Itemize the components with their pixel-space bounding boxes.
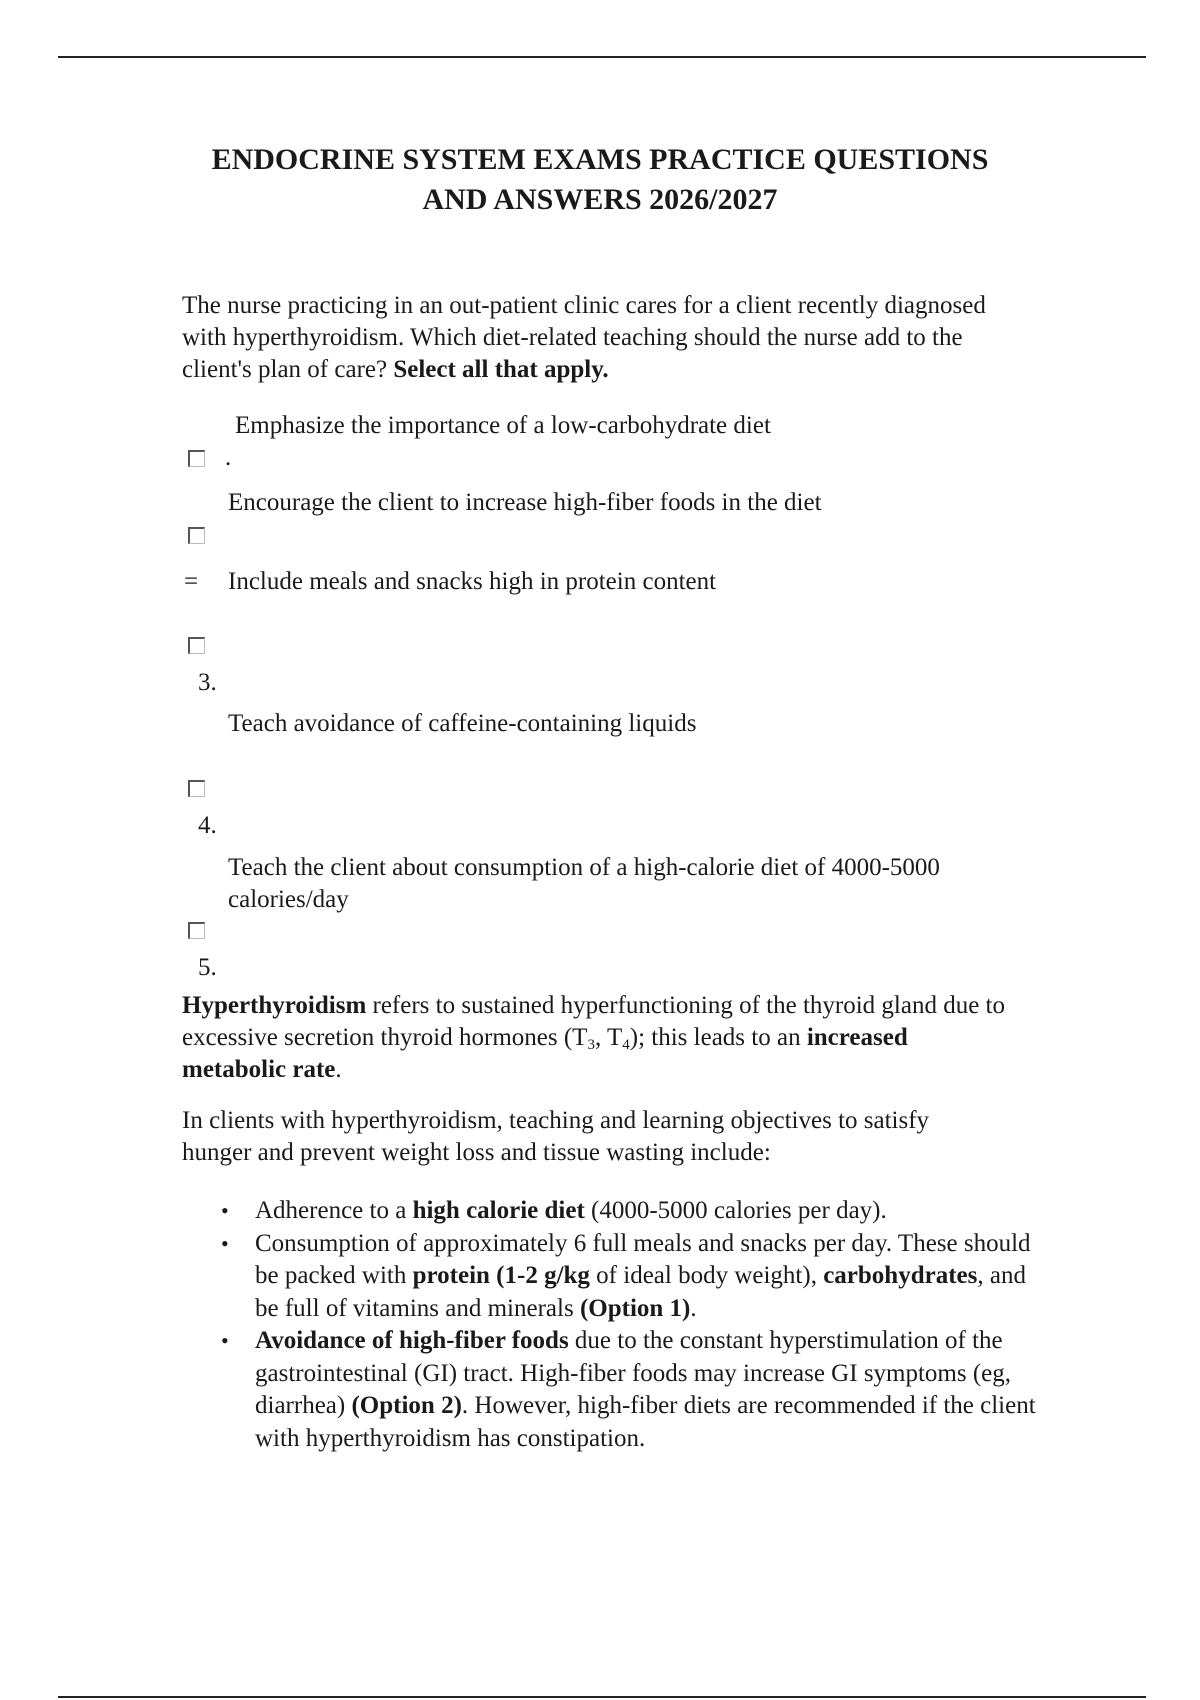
b2-carbohydrates: carbohydrates <box>823 1262 978 1289</box>
option-2-label: Encourage the client to increase high-fiber foods in the diet <box>228 489 822 516</box>
b3-mid-1: due to the constant hyperstimulation of the gastrointestinal (GI) tract. High-fiber foods may increase GI symptoms (eg, diarrhea) <box>255 1327 1012 1419</box>
b2-mid-2: , and be full of vitamins and minerals <box>255 1262 1026 1322</box>
b3-option-2: (Option 2) <box>351 1392 462 1419</box>
option-5-label: Teach the client about consumption of a high-calorie diet of 4000-5000 calories/day <box>228 854 940 913</box>
option-1-checkbox[interactable] <box>188 450 205 467</box>
option-4-checkbox[interactable] <box>188 780 205 797</box>
title-line-1: ENDOCRINE SYSTEM EXAMS PRACTICE QUESTIONS <box>211 143 989 176</box>
t3-subscript: 3 <box>587 1037 595 1053</box>
option-3-label: Include meals and snacks high in protein content <box>228 568 717 595</box>
option-1-marker: . <box>225 444 232 471</box>
option-3-marker: = <box>184 568 199 595</box>
explanation-paragraph-1 <box>182 990 1012 1086</box>
bullet-high-calorie-diet <box>255 1195 1045 1228</box>
b1-post: (4000-5000 calories per day). <box>584 1197 887 1224</box>
increased-metabolic-rate: increased metabolic rate <box>182 1024 908 1083</box>
explanation-paragraph-2: In clients with hyperthyroidism, teaching and learning objectives to satisfy hunger and prevent weight loss and tissue wasting include: <box>182 1107 930 1166</box>
bullet-meals-and-snacks <box>255 1228 1045 1326</box>
b2-option-1: (Option 1) <box>579 1294 691 1322</box>
b3-end: . However, high-fiber diets are recommended if the client with hyperthyroidism has constipation. <box>255 1392 1036 1452</box>
option-5-checkbox[interactable] <box>188 922 205 939</box>
b1-bold: high calorie diet <box>412 1197 585 1224</box>
b3-avoidance: Avoidance of high-fiber foods <box>255 1327 569 1354</box>
bottom-rule <box>58 1696 1146 1698</box>
document-title <box>150 140 1050 220</box>
top-rule <box>58 56 1146 58</box>
question-stem-text: The nurse practicing in an out-patient clinic cares for a client recently diagnosed with hyperthyroidism. Which diet-related teaching should the nurse add to the client's plan of care? <box>182 292 986 383</box>
p1-end: . <box>335 1056 342 1083</box>
teaching-objectives-list <box>220 1195 1045 1455</box>
b2-end: . <box>690 1294 697 1322</box>
option-2-checkbox[interactable] <box>188 527 205 544</box>
bullet-avoid-high-fiber <box>255 1325 1045 1455</box>
t4-subscript: 4 <box>622 1037 630 1053</box>
b1-pre: Adherence to a <box>255 1197 413 1224</box>
option-3-checkbox[interactable] <box>188 637 205 654</box>
p1-text-3: ); this leads to an <box>629 1024 807 1051</box>
b2-mid-1: of ideal body weight), <box>589 1262 824 1289</box>
option-4-number: 4. <box>198 812 217 839</box>
b2-pre: Consumption of approximately 6 full meals and snacks per day. These should be packed with <box>255 1229 1031 1289</box>
option-1-label: Emphasize the importance of a low-carbohydrate diet <box>235 412 771 439</box>
term-hyperthyroidism: Hyperthyroidism <box>182 992 367 1019</box>
option-4-label: Teach avoidance of caffeine-containing liquids <box>228 710 697 737</box>
question-stem <box>182 290 1022 386</box>
option-5-number: 5. <box>198 954 217 981</box>
b2-protein: protein (1-2 g/kg <box>412 1262 590 1289</box>
p1-text-1: refers to sustained hyperfunctioning of the thyroid gland due to excessive secretion thyroid hormones (T <box>182 992 1005 1051</box>
title-line-2: AND ANSWERS 2026/2027 <box>422 183 778 216</box>
option-3-number: 3. <box>198 669 217 696</box>
p1-text-2: , T <box>594 1024 623 1051</box>
question-instruction: Select all that apply. <box>393 356 609 383</box>
